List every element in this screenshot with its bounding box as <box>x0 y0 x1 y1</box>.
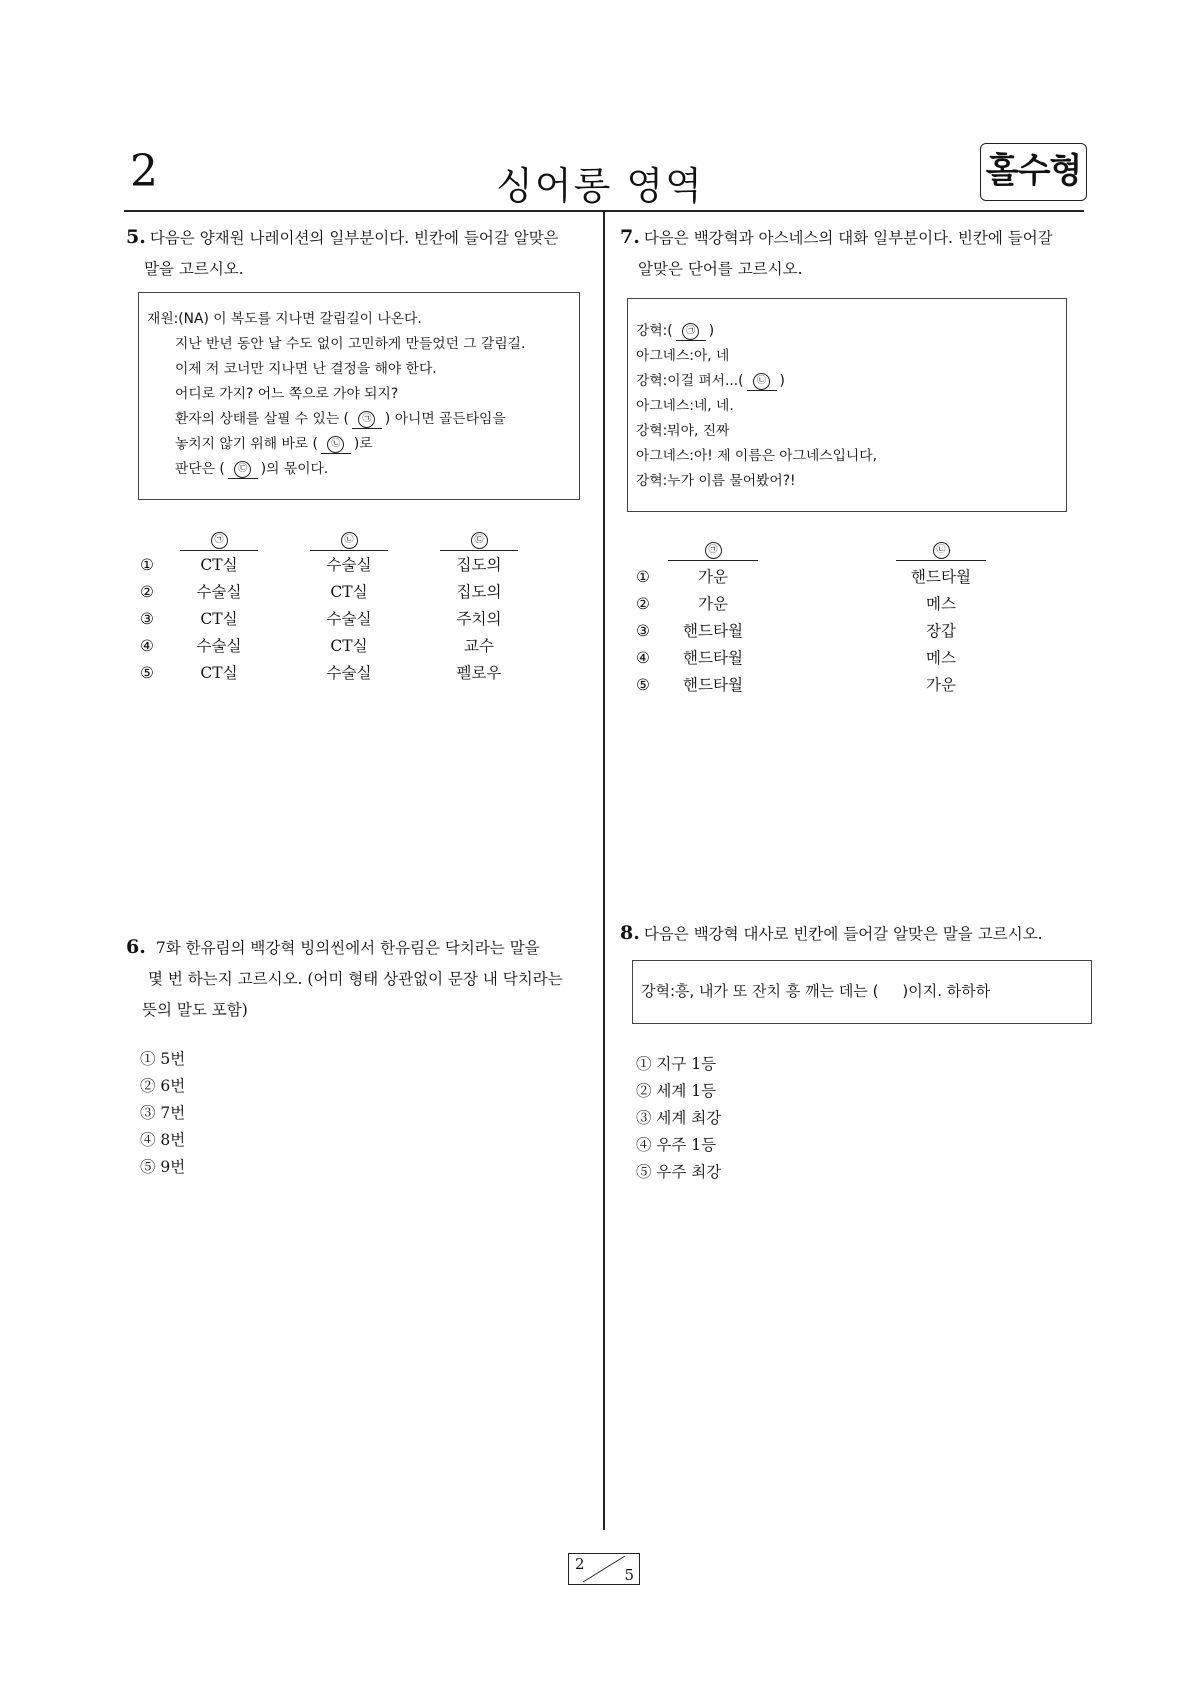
choice-row[interactable]: ③ 핸드타월 장갑 <box>636 622 956 640</box>
blank-marker: ㉠ <box>358 411 375 428</box>
passage-line: 강혁:누가 이름 물어봤어?! <box>636 473 796 489</box>
passage-line: 강혁:뭐야, 진짜 <box>636 423 730 439</box>
choice-item[interactable]: ③ 7번 <box>140 1104 186 1122</box>
question-5-passage-box <box>138 292 580 500</box>
question-number: 6. <box>126 936 146 958</box>
choice-item[interactable]: ⑤ 우주 최강 <box>636 1163 722 1181</box>
blank-marker: ㉢ <box>234 461 251 478</box>
blank-marker: ㉠ <box>682 323 699 340</box>
current-page: 2 <box>575 1555 585 1573</box>
column-header: ㉢ <box>440 530 518 551</box>
passage-line: 아그네스:아, 네 <box>636 348 730 364</box>
choice-item[interactable]: ④ 우주 1등 <box>636 1136 717 1154</box>
passage-line: 아그네스:아! 제 이름은 아그네스입니다, <box>636 448 877 464</box>
passage-line: 놓치지 않기 위해 바로 ( ㉡ )로 <box>175 436 373 452</box>
column-header: ㉠ <box>668 540 758 561</box>
question-5-choices <box>140 530 580 690</box>
question-6-prompt: 6. 7화 한유림의 백강혁 빙의씬에서 한유림은 닥치라는 말을 몇 번 하는지 고르시오. (어미 형태 상관없이 문장 내 닥치라는 뜻의 말도 포함) <box>126 936 563 1019</box>
column-header: ㉠ <box>180 530 258 551</box>
page-indicator <box>568 1553 640 1585</box>
choice-item[interactable]: ⑤ 9번 <box>140 1158 186 1176</box>
blank-marker: ㉡ <box>327 436 344 453</box>
question-number: 5. <box>126 226 146 248</box>
passage-line: 아그네스:네, 네. <box>636 398 734 414</box>
passage-line: 강혁:흥, 내가 또 잔치 흥 깨는 데는 ( )이지. 하하하 <box>641 982 991 1000</box>
question-7-prompt: 7. 다음은 백강혁과 아스네스의 대화 일부분이다. 빈칸에 들어갈 알맞은 단어를 고르시오. <box>620 226 1053 278</box>
column-header: ㉡ <box>896 540 986 561</box>
choice-item[interactable]: ③ 세계 최강 <box>636 1109 722 1127</box>
passage-line: 환자의 상태를 살필 수 있는 ( ㉠ ) 아니면 골든타임을 <box>175 411 506 427</box>
blank <box>228 461 258 479</box>
blank <box>747 373 777 391</box>
choice-item[interactable]: ① 5번 <box>140 1050 186 1068</box>
passage-line: 재원:(NA) 이 복도를 지나면 갈림길이 나온다. <box>147 311 422 327</box>
choice-row[interactable]: ③ CT실 수술실 주치의 <box>140 610 502 628</box>
question-number: 8. <box>620 922 640 944</box>
question-number: 7. <box>620 226 640 248</box>
total-pages: 5 <box>624 1566 634 1584</box>
question-5-prompt: 5. 다음은 양재원 나레이션의 일부분이다. 빈칸에 들어갈 알맞은 말을 고르시오. <box>126 226 559 278</box>
question-7-choices <box>636 540 1076 700</box>
choice-row[interactable]: ⑤ CT실 수술실 펠로우 <box>140 664 502 682</box>
choice-item[interactable]: ① 지구 1등 <box>636 1055 717 1073</box>
passage-line: 강혁:이걸 펴서...( ㉡ ) <box>636 373 785 389</box>
question-8-prompt: 8. 다음은 백강혁 대사로 빈칸에 들어갈 알맞은 말을 고르시오. <box>620 922 1043 944</box>
question-7-passage-box <box>627 298 1067 512</box>
column-header: ㉡ <box>310 530 388 551</box>
page-number: 2 <box>130 146 158 197</box>
passage-line: 강혁:( ㉠ ) <box>636 323 715 339</box>
choice-row[interactable]: ④ 핸드타월 메스 <box>636 649 956 667</box>
question-6-choices <box>140 1046 440 1181</box>
passage-line: 지난 반년 동안 날 수도 없이 고민하게 만들었던 그 갈림길. <box>175 336 526 352</box>
choice-row[interactable]: ④ 수술실 CT실 교수 <box>140 637 494 655</box>
choice-row[interactable]: ② 가운 메스 <box>636 595 956 613</box>
choice-row[interactable]: ⑤ 핸드타월 가운 <box>636 676 956 694</box>
blank <box>676 323 706 341</box>
question-8-passage-box <box>632 960 1092 1024</box>
subject-title: 싱어롱 영역 <box>496 164 704 208</box>
blank-marker: ㉡ <box>753 373 770 390</box>
blank <box>321 436 351 454</box>
choice-item[interactable]: ② 세계 1등 <box>636 1082 717 1100</box>
choice-item[interactable]: ④ 8번 <box>140 1131 186 1149</box>
passage-line: 판단은 ( ㉢ )의 몫이다. <box>175 461 329 477</box>
passage-line: 어디로 가지? 어느 쪽으로 가야 되지? <box>175 386 399 402</box>
form-type-badge: 홀수형 <box>980 143 1087 201</box>
column-divider <box>603 212 605 1530</box>
choice-row[interactable]: ② 수술실 CT실 집도의 <box>140 583 502 601</box>
choice-row[interactable]: ① CT실 수술실 집도의 <box>140 556 502 574</box>
passage-line: 이제 저 코너만 지나면 난 결정을 해야 한다. <box>175 361 437 377</box>
choice-item[interactable]: ② 6번 <box>140 1077 186 1095</box>
choice-row[interactable]: ① 가운 핸드타월 <box>636 568 971 586</box>
blank <box>352 411 382 429</box>
question-8-choices <box>636 1051 936 1186</box>
